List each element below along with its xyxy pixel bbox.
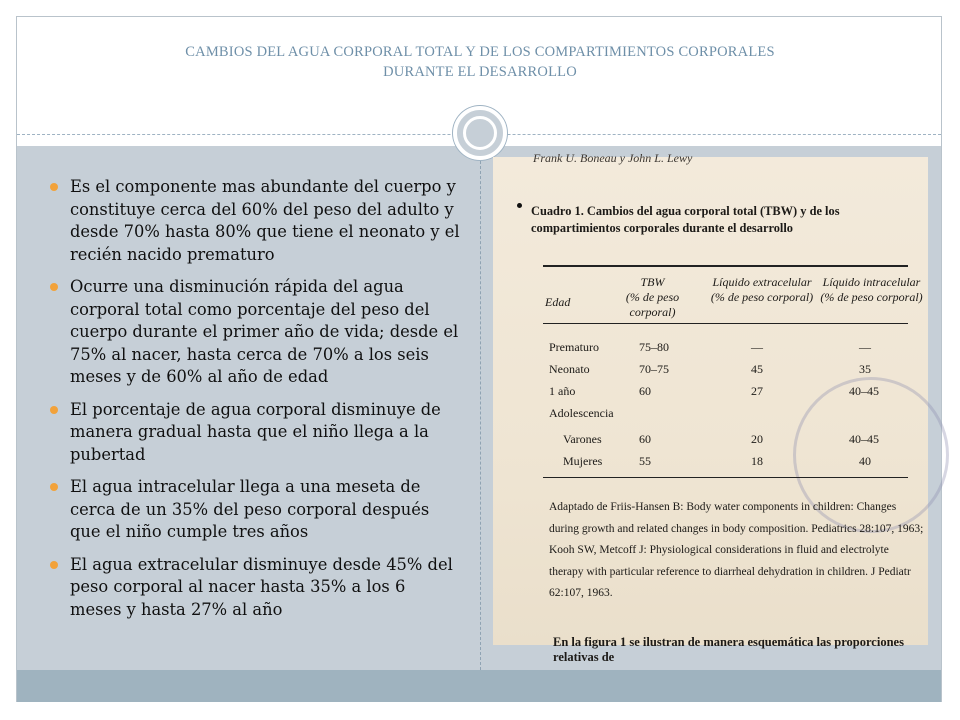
cell-extra: 20 <box>751 432 763 446</box>
cell-extra: 45 <box>751 362 763 376</box>
list-item-text: El agua intracelular llega a una meseta de cerca de un 35% del peso corporal después que el niño cumple tres años <box>70 477 430 541</box>
cell-edad: Neonato <box>549 362 590 376</box>
table-caption: Cuadro 1. Cambios del agua corporal total (TBW) y de los compartimientos corporales durante el desarrollo <box>531 204 840 235</box>
decorative-circle-icon <box>453 106 507 160</box>
slide-title <box>60 42 900 82</box>
cell-edad: Adolescencia <box>549 406 614 420</box>
header-tbw-title: TBW <box>640 275 665 289</box>
list-item <box>48 476 460 544</box>
title-line-1: CAMBIOS DEL AGUA CORPORAL TOTAL Y DE LOS COMPARTIMIENTOS CORPORALES <box>185 44 775 60</box>
title-line-2: DURANTE EL DESARROLLO <box>383 64 577 80</box>
scan-top-header: Frank U. Boneau y John L. Lewy <box>533 151 693 165</box>
list-item <box>48 176 460 266</box>
cell-tbw: 75–80 <box>639 340 669 354</box>
header-extra-sub: (% de peso corporal) <box>710 290 814 304</box>
footer-bar <box>17 670 941 702</box>
cell-edad: Mujeres <box>563 454 603 468</box>
cell-tbw: 70–75 <box>639 362 669 376</box>
cell-extra: 27 <box>751 384 763 398</box>
list-item <box>48 276 460 389</box>
cell-intra: — <box>859 340 871 354</box>
cell-intra: 35 <box>859 362 871 376</box>
cell-extra: — <box>751 340 763 354</box>
header-extra-title: Líquido extracelular <box>712 275 812 289</box>
cell-tbw: 60 <box>639 384 651 398</box>
cell-intra: 40–45 <box>849 384 879 398</box>
cell-edad: Varones <box>563 432 602 446</box>
header-intra-sub: (% de peso corporal) <box>820 290 923 304</box>
header-intracelular <box>819 275 924 305</box>
list-item-text: El agua extracelular disminuye desde 45% del peso corporal al nacer hasta 35% a los 6 meses y hasta 27% al año <box>70 554 453 619</box>
column-divider <box>480 146 481 670</box>
cell-tbw: 55 <box>639 454 651 468</box>
table-top-rule <box>543 265 908 267</box>
list-item <box>48 554 460 622</box>
bullet-icon <box>50 561 58 569</box>
header-edad: Edad <box>545 295 571 309</box>
header-tbw-sub: (% de peso corporal) <box>625 290 680 319</box>
scan-dot <box>517 203 522 208</box>
header-intra-title: Líquido intracelular <box>822 275 921 289</box>
cell-edad: 1 año <box>549 384 576 398</box>
bullet-list <box>48 176 460 631</box>
list-item-text: Ocurre una disminución rápida del agua corporal total como porcentaje del peso del cuerpo durante el primer año de vida; desde el 75% al nacer, hasta cerca de 70% a los seis meses y de 60% al año de edad <box>70 277 459 386</box>
header-extracelular <box>707 275 817 305</box>
bullet-icon <box>50 483 58 491</box>
cell-extra: 18 <box>751 454 763 468</box>
list-item-text: El porcentaje de agua corporal disminuye de manera gradual hasta que el niño llega a la pubertad <box>70 399 441 464</box>
bullet-icon <box>50 406 58 414</box>
cell-edad: Prematuro <box>549 340 599 354</box>
header-tbw <box>605 275 700 320</box>
cell-tbw: 60 <box>639 432 651 446</box>
cell-intra: 40–45 <box>849 432 879 446</box>
table-bottom-rule <box>543 477 908 478</box>
scan-bottom-text: En la figura 1 se ilustran de manera esquemática las proporciones relativas de <box>553 635 904 664</box>
cell-intra: 40 <box>859 454 871 468</box>
bullet-icon <box>50 183 58 191</box>
list-item-text: Es el componente mas abundante del cuerpo y constituye cerca del 60% del peso del adulto y desde 70% hasta 80% que tiene el neonato y el recién nacido prematuro <box>70 177 460 264</box>
scanned-table-image <box>493 151 928 664</box>
bullet-icon <box>50 283 58 291</box>
list-item <box>48 399 460 467</box>
table-footnote: Adaptado de Friis-Hansen B: Body water components in children: Changes during growth and related changes in body composition. Pediatrics 28:107, 1963; Kooh SW, Metcoff J: Physiological considerations in fluid and electrolyte therapy with particular reference to diarrheal dehydration in children. J Pediatr 62:107, 1963. <box>549 501 924 599</box>
table-header-rule <box>543 323 908 324</box>
